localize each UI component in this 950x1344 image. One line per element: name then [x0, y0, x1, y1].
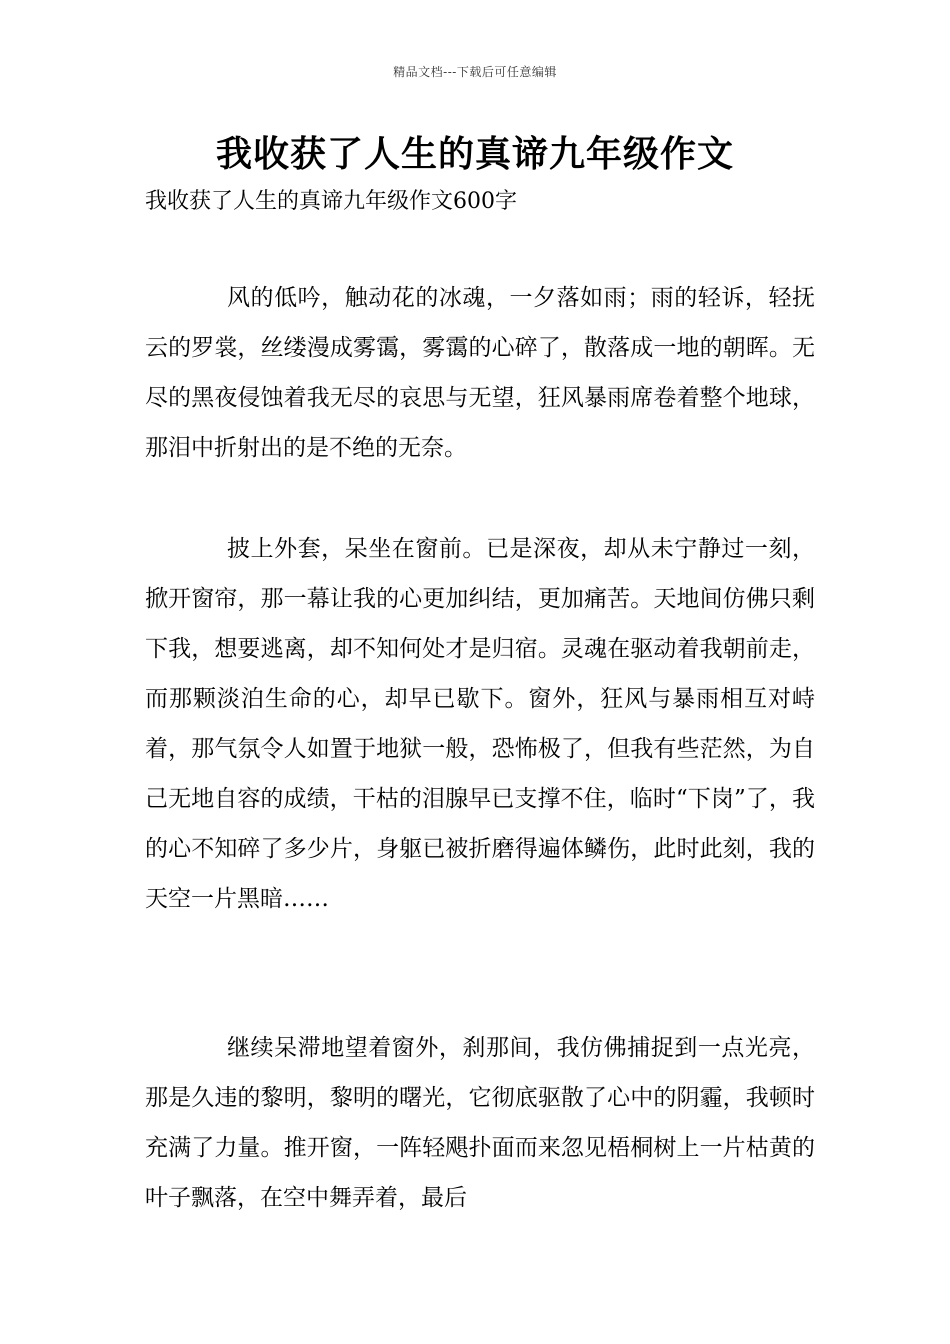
- document-subtitle: 我收获了人生的真谛九年级作文600字: [145, 189, 517, 214]
- body-paragraph: 风的低吟，触动花的冰魂，一夕落如雨；雨的轻诉，轻抚云的罗裳，丝缕漫成雾霭，雾霭的心碎了，散落成一地的朝晖。无尽的黑夜侵蚀着我无尽的哀思与无望，狂风暴雨席卷着整个地球，那泪中折射出的是不绝的无奈。: [145, 285, 815, 461]
- body-paragraph: 披上外套，呆坐在窗前。已是深夜，却从未宁静过一刻，掀开窗帘，那一幕让我的心更加纠结，更加痛苦。天地间仿佛只剩下我，想要逃离，却不知何处才是归宿。灵魂在驱动着我朝前走，而那颗淡泊生命的心，却早已歇下。窗外，狂风与暴雨相互对峙着，那气氛令人如置于地狱一般，恐怖极了，但我有些茫然，为自己无地自容的成绩，干枯的泪腺早已支撑不住，临时“下岗”了，我的心不知碎了多少片，身躯已被折磨得遍体鳞伤，此时此刻，我的天空一片黑暗……: [145, 536, 815, 912]
- page-header-note: 精品文档---下载后可任意编辑: [393, 65, 557, 79]
- body-paragraph: 继续呆滞地望着窗外，刹那间，我仿佛捕捉到一点光亮，那是久违的黎明，黎明的曙光，它彻底驱散了心中的阴霾，我顿时充满了力量。推开窗，一阵轻飓扑面而来忽见梧桐树上一片枯黄的叶子飘落，在空中舞弄着，最后: [145, 1035, 815, 1211]
- document-title: 我收获了人生的真谛九年级作文: [215, 134, 734, 175]
